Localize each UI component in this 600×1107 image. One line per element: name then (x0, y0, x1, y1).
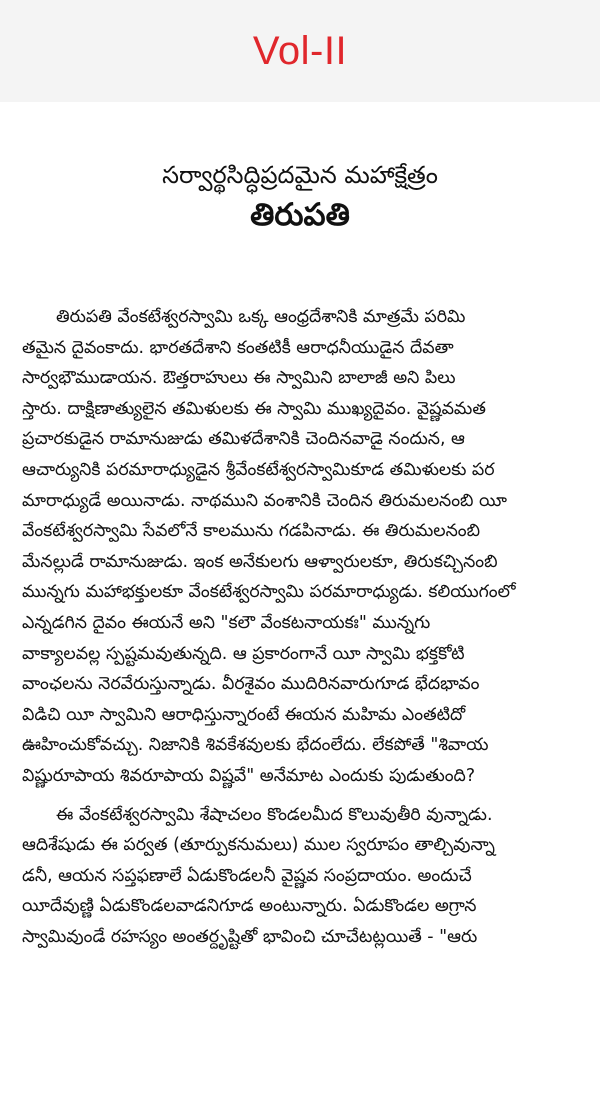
document-subtitle: సర్వార్థసిద్ధిప్రదమైన మహాక్షేత్రం (162, 161, 438, 189)
volume-label: Vol-II (252, 28, 348, 73)
text-line: వేంకటేశ్వరస్వామి సేవలోనే కాలమును గడపినాడు. ఈ తిరుమలనంబి (22, 521, 481, 542)
text-line: స్వామివుండే రహస్యం అంతర్దృష్టితో భావించి చూచేటట్లయితే - "ఆరు (22, 926, 478, 947)
text-line: ఆచార్యునికి పరమారాధ్యుడైన శ్రీవేంకటేశ్వరస్వామికూడ తమిళులకు పర (22, 459, 495, 480)
document-title: తిరుపతి (250, 197, 350, 233)
document-page (0, 160, 600, 952)
text-line: వాంఛలను నెరవేరుస్తున్నాడు. వీరశైవం ముదిరినవారుగూడ భేదభావం (22, 674, 480, 695)
text-line: తమైన దైవంకాదు. భారతదేశాని కంతటికీ ఆరాధనీయుడైన దేవతా (22, 337, 454, 358)
text-line: ఎన్నడగిన దైవం ఈయనే అని "కలౌ వేంకటనాయకః" మున్నగు (22, 612, 431, 633)
text-line: ఈ వేంకటేశ్వరస్వామి శేషాచలం కొండలమీద కొలువుతీరి వున్నాడు. (56, 804, 493, 825)
paragraph-2 (22, 800, 578, 953)
text-line: మేనల్లుడే రామానుజుడు. ఇంక అనేకులగు ఆళ్వారులకూ, తిరుకచ్చినంబి (22, 551, 498, 572)
text-line: విడిచి యీ స్వామిని ఆరాధిస్తున్నారంటే ఈయన మహిమ ఎంతటిదో (22, 704, 466, 725)
text-line: మున్నగు మహాభక్తులకూ వేంకటేశ్వరస్వామి పరమారాధ్యుడు. కలియుగంలో (22, 582, 516, 603)
text-line: డనీ, ఆయన సప్తఫణాలే ఏడుకొండలనీ వైష్ణవ సంప్రదాయం. అందుచే (22, 865, 472, 886)
text-line: సార్వభౌముడాయన. ఔత్తరాహులు ఈ స్వామిని బాలాజీ అని పిలు (22, 368, 456, 389)
text-line: ఊహించుకోవచ్చు. నిజానికి శివకేశవులకు భేదంలేదు. లేకపోతే "శివాయ (22, 735, 489, 756)
text-line: ప్రచారకుడైన రామానుజుడు తమిళదేశానికి చెందినవాడై నందున, ఆ (22, 429, 465, 450)
paragraph-1 (22, 302, 578, 792)
text-line: స్తారు. దాక్షిణాత్యులైన తమిళులకు ఈ స్వామి ముఖ్యదైవం. వైష్ణవమత (22, 398, 486, 419)
text-line: యీదేవుణ్ణి ఏడుకొండలవాడనిగూడ అంటున్నారు. ఏడుకొండల అగ్రాన (22, 896, 477, 917)
text-line: మారాధ్యుడే అయినాడు. నాథముని వంశానికి చెందిన తిరుమలనంబి యీ (22, 490, 507, 511)
text-line: విష్ణురూపాయ శివరూపాయ విష్ణవే" అనేమాట ఎందుకు పుడుతుంది? (22, 765, 476, 786)
text-line: ఆదిశేషుడు ఈ పర్వత (తూర్పుకనుమలు) ముల స్వరూపం తాల్చివున్నా (22, 835, 495, 856)
volume-banner (0, 0, 600, 102)
text-line: వాక్యాలవల్ల స్పష్టమవుతున్నది. ఆ ప్రకారంగానే యీ స్వామి భక్తకోటి (22, 643, 465, 664)
text-line: తిరుపతి వేంకటేశ్వరస్వామి ఒక్క ఆంధ్రదేశానికి మాత్రమే పరిమి (56, 307, 466, 327)
